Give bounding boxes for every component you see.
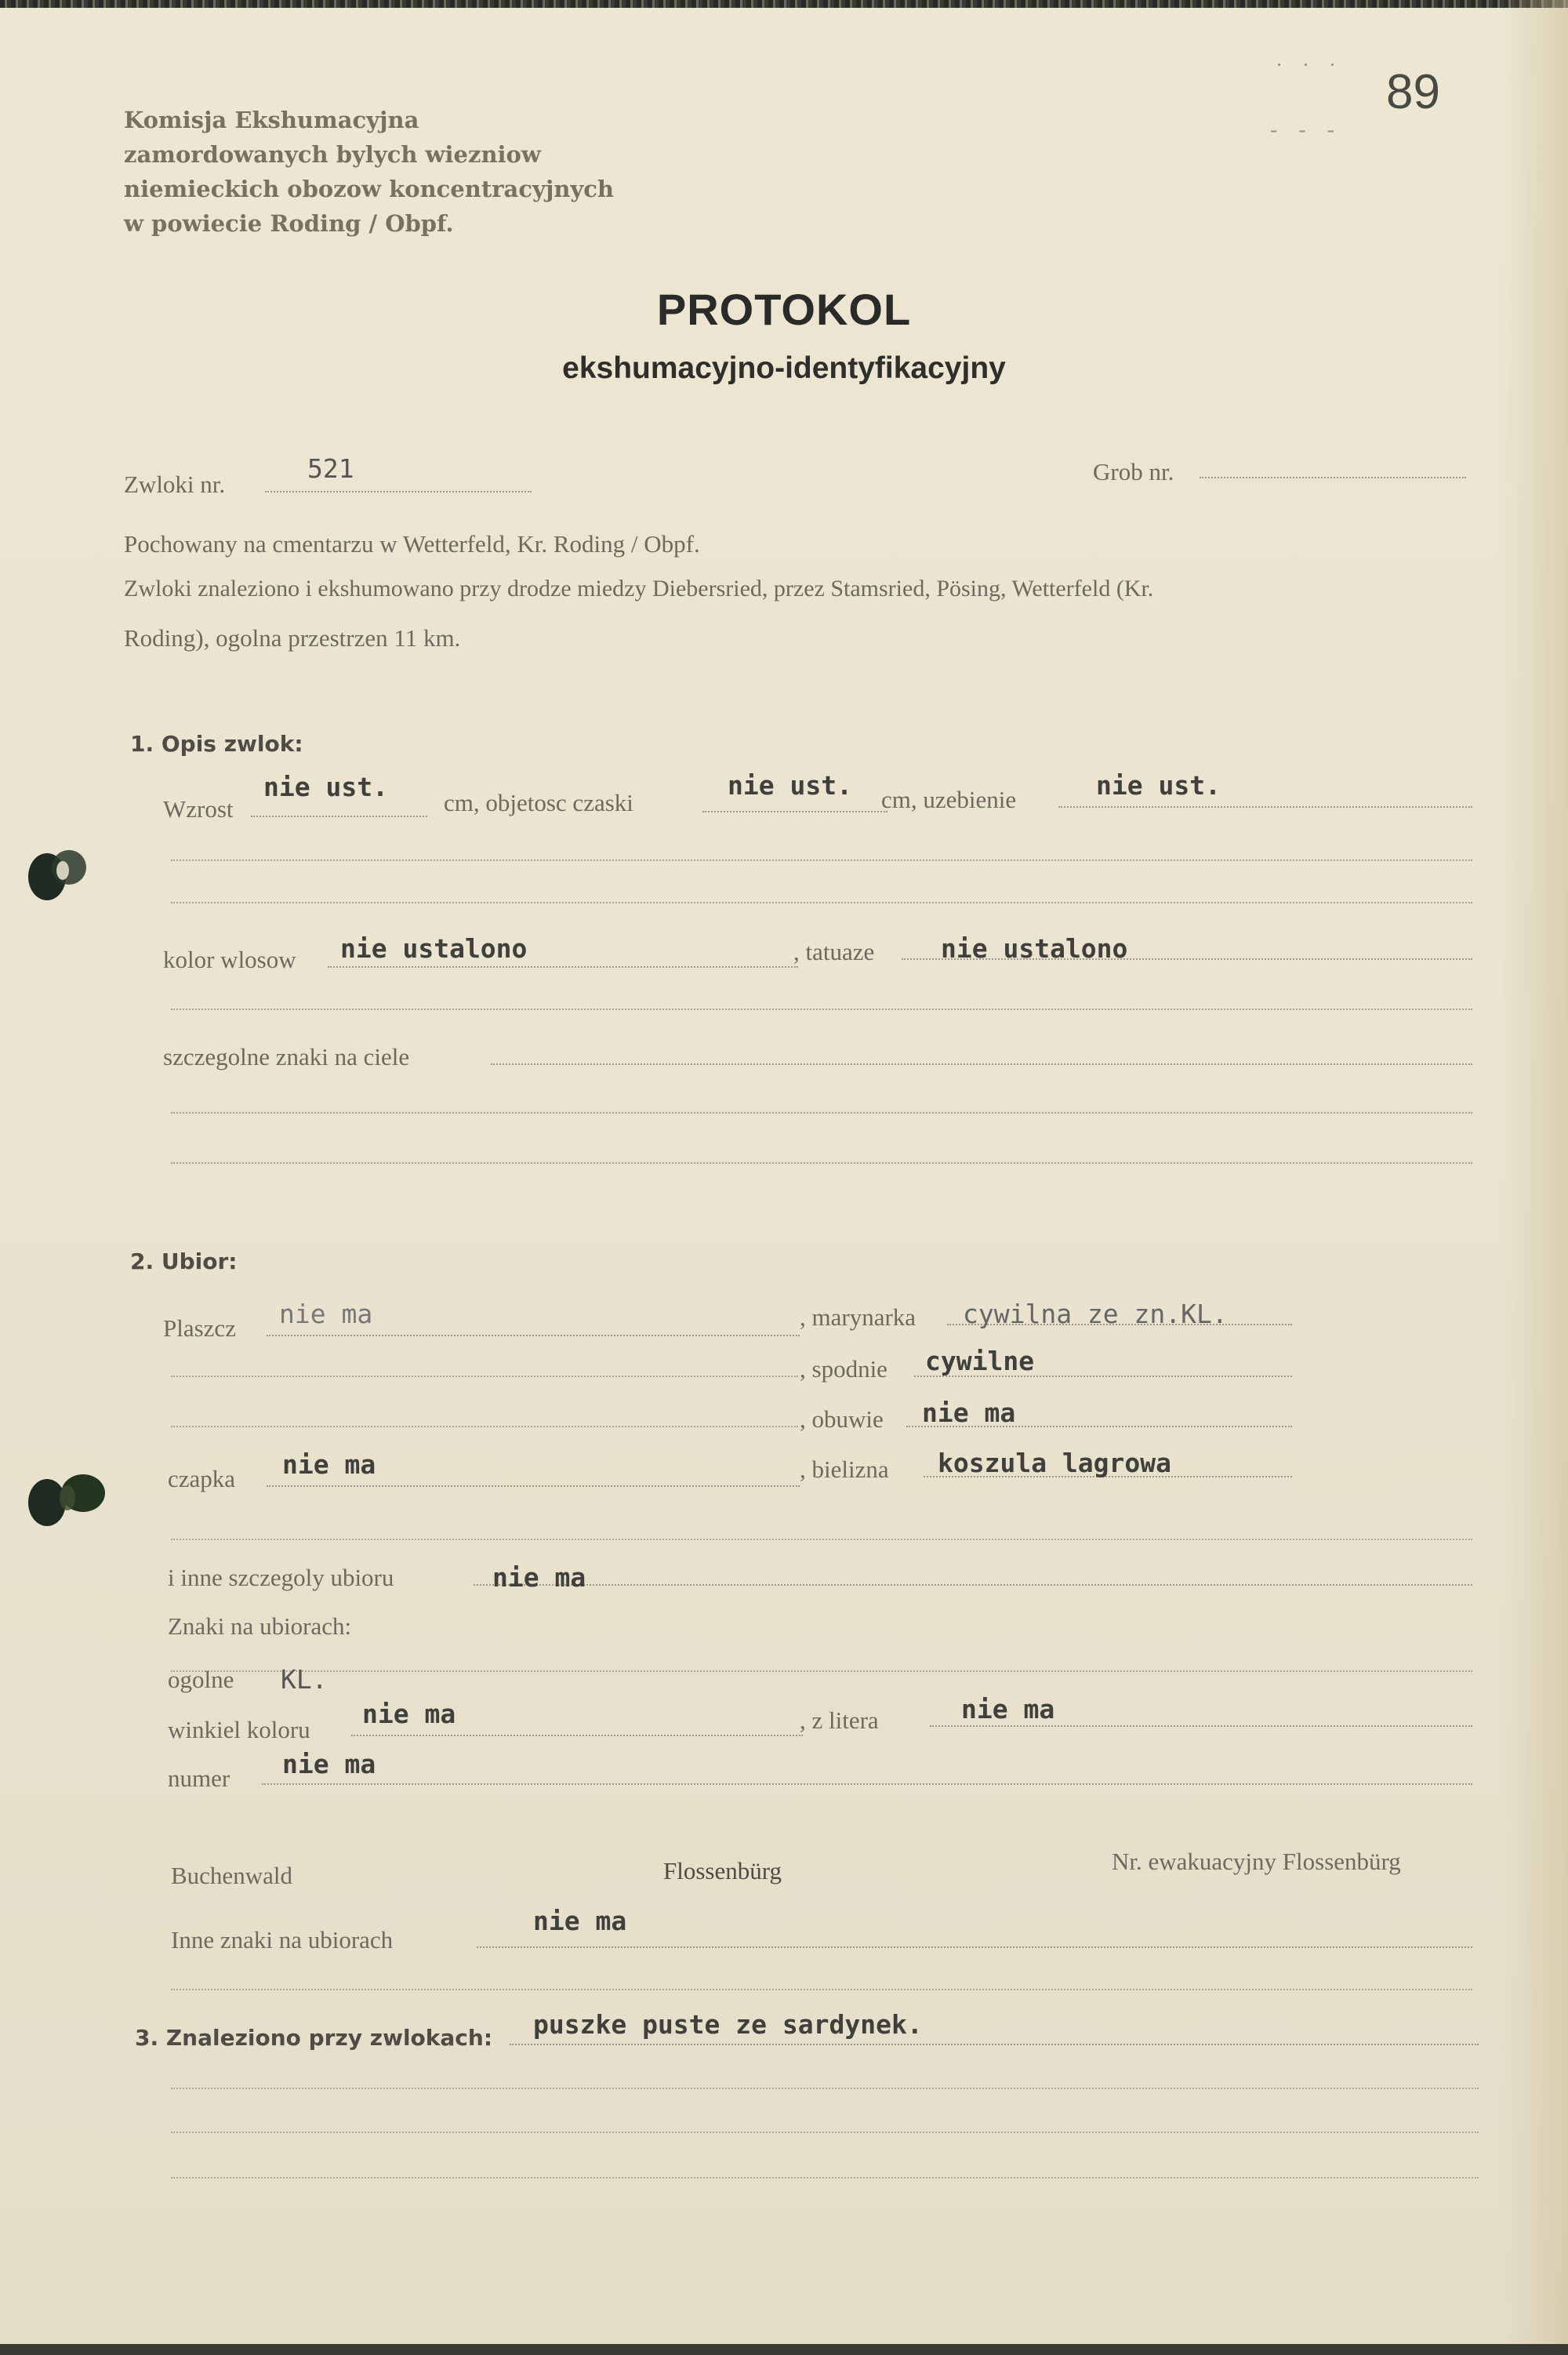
other-clothing-marks-value: nie ma [533,1906,627,1936]
found-location-text-1: Zwloki znaleziono i ekshumowano przy drodze miedzy Diebersried, przez Stamsried, Pösing, Wetterfeld (Kr. [124,576,1154,601]
header-line-3: niemieckich obozow koncentracyjnych [124,176,615,202]
other-clothing-marks-line [477,1946,1472,1948]
header-line-2: zamordowanych bylych wiezniow [124,141,541,168]
other-details-value: nie ma [492,1562,586,1593]
teeth-line [1058,806,1472,808]
cap-line [267,1485,800,1487]
cap-value: nie ma [282,1449,376,1480]
blank-line [171,860,1472,861]
special-marks-line [491,1063,1472,1065]
hair-color-label: kolor wlosow [163,946,296,973]
found-items-value: puszke puste ze sardynek. [533,2009,923,2040]
blank-line [171,2088,1479,2089]
shoes-value: nie ma [922,1397,1016,1428]
skull-line [702,811,887,812]
teeth-label: cm, uzebienie [881,786,1017,813]
number-line [262,1783,1472,1785]
trousers-value: cywilne [925,1346,1035,1376]
skull-value: nie ust. [728,770,852,801]
trousers-label: , spodnie [800,1355,887,1383]
blank-line [171,1989,1472,1990]
found-location-text-2: Roding), ogolna przestrzen 11 km. [124,624,461,652]
underwear-value: koszula lagrowa [938,1448,1172,1478]
tattoo-value: nie ustalono [941,933,1128,964]
hair-color-line [328,966,798,968]
section-1-heading: 1. Opis zwlok: [130,731,303,757]
height-line [251,816,427,817]
jacket-value: cywilna ze zn.KL. [963,1299,1228,1329]
blank-line [171,902,1472,903]
scan-top-edge [0,0,1568,8]
jacket-label: , marynarka [800,1303,916,1331]
flossenburg-label: Flossenbürg [663,1857,782,1884]
hair-color-value: nie ustalono [340,933,528,964]
cap-label: czapka [168,1465,236,1492]
blank-line [171,1539,1472,1540]
other-details-label: i inne szczegoly ubioru [168,1564,394,1591]
document-title: PROTOKOL [656,285,912,334]
scan-bottom-edge [0,2344,1568,2355]
skull-label: cm, objetosc czaski [444,789,633,816]
found-items-line [510,2044,1479,2045]
clothing-marks-heading: Znaki na ubiorach: [168,1612,352,1640]
evacuation-number-label: Nr. ewakuacyjny Flossenbürg [1112,1848,1401,1875]
section-2-heading: 2. Ubior: [130,1248,238,1274]
blank-line [171,2131,1479,2133]
corpse-number-line [265,491,532,492]
letter-line [930,1725,1472,1727]
teeth-value: nie ust. [1096,770,1221,801]
blank-line [171,1426,798,1427]
page-number: 89 [1386,65,1440,119]
blank-line [171,2177,1479,2179]
coat-value: nie ma [279,1299,373,1329]
special-marks-label: szczegolne znaki na ciele [163,1043,410,1070]
corpse-number-value: 521 [307,453,354,484]
letter-label: , z litera [800,1706,879,1734]
blank-line [171,1162,1472,1164]
shoes-label: , obuwie [800,1405,884,1433]
header-line-1: Komisja Ekshumacyjna [124,107,419,133]
triangle-color-line [351,1735,803,1736]
pencil-marks: . . . [1276,47,1343,71]
corpse-number-label: Zwloki nr. [124,471,226,498]
underwear-label: , bielizna [800,1456,889,1483]
pencil-marks-2: - - - [1270,118,1342,142]
buried-location-text: Pochowany na cmentarzu w Wetterfeld, Kr. Roding / Obpf. [124,530,700,558]
blank-line [171,1670,1472,1672]
punch-hole [14,1463,116,1534]
triangle-color-label: winkiel koloru [168,1716,310,1743]
general-marks-value: KL. [281,1664,328,1695]
grave-number-label: Grob nr. [1093,458,1174,485]
header-line-4: w powiecie Roding / Obpf. [124,210,454,237]
blank-line [171,1112,1472,1114]
coat-label: Plaszcz [163,1314,236,1342]
number-label: numer [168,1764,230,1792]
other-clothing-marks-label: Inne znaki na ubiorach [171,1926,394,1953]
tattoo-label: , tatuaze [793,938,875,965]
blank-line [171,1376,798,1377]
letter-value: nie ma [961,1694,1055,1724]
grave-number-line [1200,477,1466,478]
height-label: Wzrost [163,795,234,823]
buchenwald-label: Buchenwald [171,1862,292,1889]
triangle-color-value: nie ma [362,1699,456,1729]
document-subtitle: ekshumacyjno-identyfikacyjny [562,351,1006,385]
height-value: nie ust. [263,772,388,802]
number-value: nie ma [282,1749,376,1779]
other-details-line [474,1584,1472,1586]
blank-line [171,1009,1472,1010]
section-3-heading: 3. Znaleziono przy zwlokach: [135,2025,493,2051]
punch-hole [14,839,108,910]
coat-line [267,1335,800,1336]
general-marks-label: ogolne [168,1666,234,1693]
